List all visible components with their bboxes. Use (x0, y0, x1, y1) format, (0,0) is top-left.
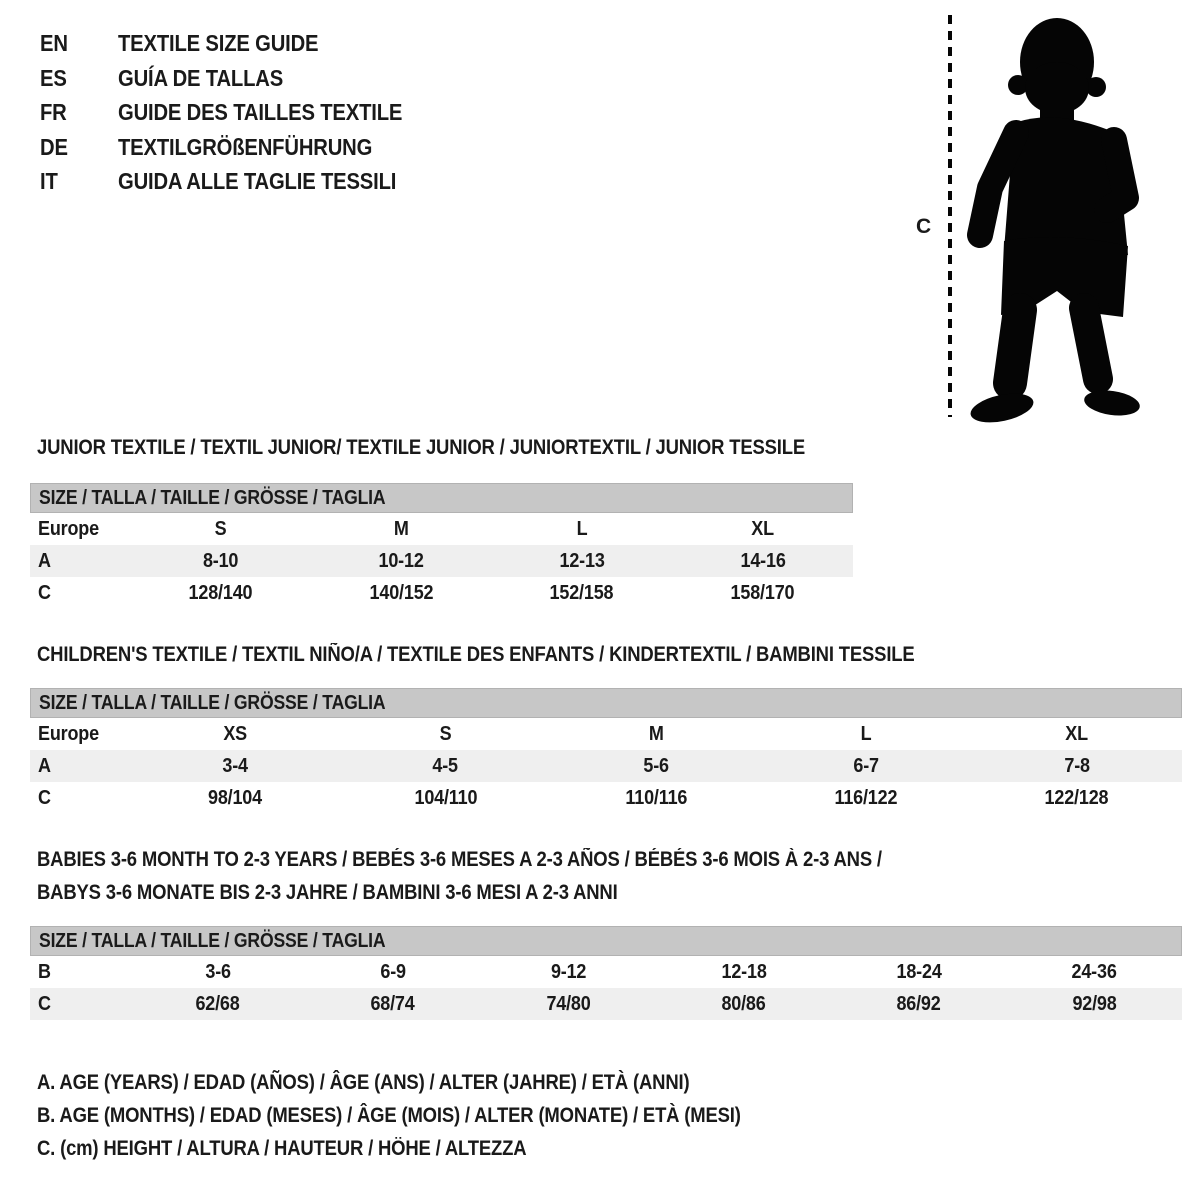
table-cell: 68/74 (370, 992, 416, 1015)
row-label-cell: B (38, 960, 51, 983)
table-row (30, 956, 1182, 988)
language-code: ES (40, 64, 67, 91)
legend-line (37, 1132, 837, 1165)
table-cell: XL (1065, 722, 1089, 745)
table-cell: 80/86 (721, 992, 766, 1015)
table-cell: XS (223, 722, 248, 745)
language-row (40, 130, 441, 165)
size-header-bar-children (30, 688, 1182, 718)
language-code: EN (40, 30, 68, 56)
language-code: DE (40, 133, 68, 160)
section-title-children (37, 643, 1034, 667)
table-cell: S (439, 722, 452, 745)
size-header-label: SIZE / TALLA / TAILLE / GRÖSSE / TAGLIA (39, 930, 386, 952)
section-title-junior (37, 436, 910, 460)
language-title: GUIDE DES TAILLES TEXTILE (118, 99, 403, 125)
table-cell: M (393, 517, 409, 540)
legend-text: C. (cm) HEIGHT / ALTURA / HAUTEUR / HÖHE / ALTEZZA (37, 1137, 527, 1160)
table-cell: L (576, 517, 588, 540)
row-label-cell: Europe (38, 722, 99, 745)
legend-text: B. AGE (MONTHS) / EDAD (MESES) / ÂGE (MOIS) / ALTER (MONATE) / ETÀ (MESI) (37, 1104, 741, 1127)
size-header-label: SIZE / TALLA / TAILLE / GRÖSSE / TAGLIA (39, 487, 386, 509)
table-row (30, 545, 853, 577)
language-row (40, 164, 441, 199)
language-title: GUIDA ALLE TAGLIE TESSILI (118, 168, 397, 194)
table-cell: 122/128 (1044, 786, 1109, 809)
table-cell: 3-6 (204, 960, 231, 983)
table-cell: 14-16 (740, 549, 786, 572)
table-cell: 128/140 (188, 581, 253, 604)
section-title-babies-line2 (37, 881, 697, 905)
size-header-bar-babies (30, 926, 1182, 956)
table-row (30, 718, 1182, 750)
babies-size-table (30, 956, 1182, 1020)
table-cell: 152/158 (549, 581, 614, 604)
table-cell: 62/68 (195, 992, 240, 1015)
language-row (40, 61, 441, 96)
language-title: GUÍA DE TALLAS (118, 64, 284, 91)
table-row (30, 750, 1182, 782)
table-row (30, 988, 1182, 1020)
table-cell: 8-10 (202, 549, 239, 572)
table-cell: 7-8 (1064, 754, 1090, 777)
table-cell: 140/152 (369, 581, 434, 604)
table-cell: 5-6 (643, 754, 669, 777)
legend (37, 1066, 837, 1165)
toddler-silhouette (968, 18, 1141, 427)
size-header-label: SIZE / TALLA / TAILLE / GRÖSSE / TAGLIA (39, 692, 386, 714)
table-row (30, 577, 853, 609)
row-label-cell: C (38, 581, 51, 604)
section-title-babies-text2: BABYS 3-6 MONATE BIS 2-3 JAHRE / BAMBINI 3-6 MESI A 2-3 ANNI (37, 881, 618, 904)
table-cell: 104/110 (414, 786, 477, 809)
table-row (30, 513, 853, 545)
language-row (40, 26, 441, 61)
language-title: TEXTILE SIZE GUIDE (118, 30, 319, 56)
legend-line (37, 1066, 837, 1099)
table-cell: L (860, 722, 872, 745)
legend-line (37, 1099, 837, 1132)
section-title-children-text: CHILDREN'S TEXTILE / TEXTIL NIÑO/A / TEXTILE DES ENFANTS / KINDERTEXTIL / BAMBINI TESSILE (37, 643, 915, 666)
table-cell: M (648, 722, 664, 745)
language-code: FR (40, 99, 67, 125)
section-title-babies-text1: BABIES 3-6 MONTH TO 2-3 YEARS / BEBÉS 3-6 MESES A 2-3 AÑOS / BÉBÉS 3-6 MOIS À 2-3 ANS / (37, 848, 882, 871)
table-cell: 12-18 (721, 960, 767, 983)
table-cell: 116/122 (834, 786, 898, 809)
table-cell: 86/92 (896, 992, 942, 1015)
height-measure-label: C (916, 215, 931, 238)
table-cell: 6-7 (853, 754, 880, 777)
table-cell: 110/116 (625, 786, 687, 809)
row-label-cell: A (38, 754, 51, 777)
table-cell: 92/98 (1072, 992, 1117, 1015)
junior-size-table (30, 513, 853, 609)
toddler-silhouette-figure (930, 5, 1180, 435)
section-title-junior-text: JUNIOR TEXTILE / TEXTIL JUNIOR/ TEXTILE JUNIOR / JUNIORTEXTIL / JUNIOR TESSILE (37, 436, 806, 459)
children-size-table (30, 718, 1182, 814)
row-label-cell: C (38, 992, 51, 1015)
language-row (40, 95, 441, 130)
table-cell: S (214, 517, 227, 540)
table-cell: 24-36 (1071, 960, 1117, 983)
table-cell: XL (751, 517, 774, 540)
table-row (30, 782, 1182, 814)
table-cell: 10-12 (378, 549, 424, 572)
size-header-bar-junior (30, 483, 853, 513)
row-label-cell: Europe (38, 517, 99, 540)
row-label-cell: A (38, 549, 51, 572)
table-cell: 3-4 (222, 754, 248, 777)
table-cell: 4-5 (432, 754, 459, 777)
language-title-list (40, 26, 441, 199)
section-title-babies-line1 (37, 848, 997, 872)
language-code: IT (40, 168, 58, 194)
table-cell: 12-13 (559, 549, 605, 572)
table-cell: 6-9 (380, 960, 406, 983)
table-cell: 18-24 (896, 960, 942, 983)
table-cell: 9-12 (550, 960, 586, 983)
table-cell: 98/104 (208, 786, 263, 809)
row-label-cell: C (38, 786, 51, 809)
table-cell: 74/80 (546, 992, 591, 1015)
language-title: TEXTILGRÖßENFÜHRUNG (118, 133, 373, 160)
table-cell: 158/170 (730, 581, 795, 604)
legend-text: A. AGE (YEARS) / EDAD (AÑOS) / ÂGE (ANS) / ALTER (JAHRE) / ETÀ (ANNI) (37, 1071, 690, 1094)
